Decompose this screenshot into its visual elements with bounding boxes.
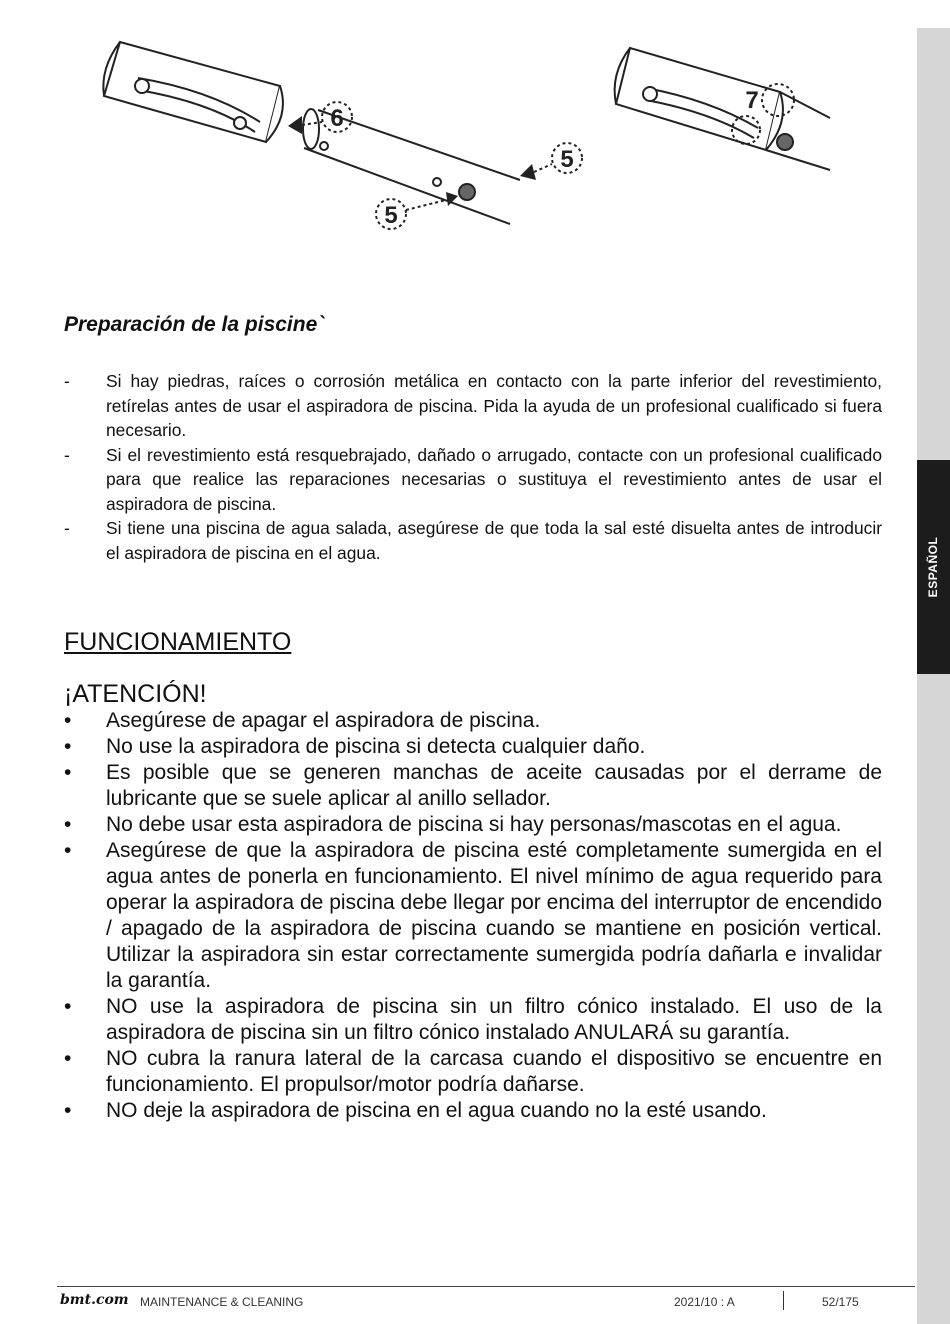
warning-title: ¡ATENCIÓN!	[64, 680, 207, 708]
list-item: • Asegúrese de apagar el aspiradora de piscina.	[64, 709, 541, 732]
footer-logo: bmt.com	[60, 1292, 129, 1308]
handle-part-left	[103, 42, 283, 142]
list-item-text: NO use la aspiradora de piscina sin un filtro cónico instalado. El uso de la aspiradora de piscina sin un filtro cónico instalado ANULARÁ su garantía.	[106, 995, 882, 1044]
callout-5-right	[520, 143, 582, 180]
svg-text:6: 6	[330, 105, 344, 132]
list-item: - Si tiene una piscina de agua salada, asegúrese de que toda la sal esté disuelta antes de introducir el aspiradora de piscina en el agua.	[64, 518, 882, 563]
list-item-text: Si el revestimiento está resquebrajado, dañado o arrugado, contacte con un profesional cualificado para que realice las reparaciones necesarias o sustituya el revestimiento antes de usar el aspiradora de piscina.	[106, 444, 882, 514]
svg-text:7: 7	[745, 87, 759, 114]
list-item: • NO cubra la ranura lateral de la carcasa cuando el dispositivo se encuentre en funcionamiento. El propulsor/motor podría dañarse.	[64, 1047, 882, 1096]
footer-version: 2021/10 : A	[674, 1295, 735, 1309]
section-title-operation: FUNCIONAMIENTO	[64, 628, 292, 656]
svg-text:5: 5	[384, 202, 398, 229]
footer-divider	[57, 1286, 915, 1287]
language-label: ESPAÑOL	[926, 536, 940, 598]
footer-section-label: MAINTENANCE & CLEANING	[140, 1295, 304, 1309]
section-title-preparation: Preparación de la piscine`	[64, 313, 325, 336]
page-number: 52/175	[822, 1295, 859, 1309]
list-item: - Si hay piedras, raíces o corrosión metálica en contacto con la parte inferior del revestimiento, retírelas antes de usar el aspiradora de piscina. Pida la ayuda de un profesional cualificado si fuera necesario.	[64, 371, 882, 440]
list-item-text: NO cubra la ranura lateral de la carcasa cuando el dispositivo se encuentre en funcionamiento. El propulsor/motor podría dañarse.	[106, 1047, 882, 1096]
list-item-text: No use la aspiradora de piscina si detecta cualquier daño.	[106, 735, 646, 758]
list-item: • No debe usar esta aspiradora de piscina si hay personas/mascotas en el agua.	[64, 813, 842, 836]
list-item-text: No debe usar esta aspiradora de piscina si hay personas/mascotas en el agua.	[106, 813, 842, 836]
list-item-text: Si hay piedras, raíces o corrosión metálica en contacto con la parte inferior del revestimiento, retírelas antes de usar el aspiradora de piscina. Pida la ayuda de un profesional cualificado si fuera necesario.	[106, 371, 882, 440]
svg-text:5: 5	[560, 146, 574, 173]
list-item-text: NO deje la aspiradora de piscina en el agua cuando no la esté usando.	[106, 1099, 767, 1122]
assembly-illustration	[90, 30, 850, 260]
list-item: • Asegúrese de que la aspiradora de piscina esté completamente sumergida en el agua antes de ponerla en funcionamiento. El nivel mínimo de agua requerido para operar la aspiradora de piscina debe llegar por encima del interruptor de encendido / apagado de la aspiradora de piscina cuando se mantiene en posición vertical. Utilizar la aspiradora sin estar correctamente sumergida podría dañarla e invalidar la garantía.	[64, 839, 882, 992]
list-item-text: Si tiene una piscina de agua salada, asegúrese de que toda la sal esté disuelta antes de introducir el aspiradora de piscina en el agua.	[106, 518, 882, 563]
list-item: • Es posible que se generen manchas de aceite causadas por el derrame de lubricante que se suele aplicar al anillo sellador.	[64, 761, 882, 810]
list-item: • NO use la aspiradora de piscina sin un filtro cónico instalado. El uso de la aspiradora de piscina sin un filtro cónico instalado ANULARÁ su garantía.	[64, 995, 882, 1044]
list-item-text: Asegúrese de que la aspiradora de piscina esté completamente sumergida en el agua antes de ponerla en funcionamiento. El nivel mínimo de agua requerido para operar la aspiradora de piscina debe llegar por encima del interruptor de encendido / apagado de la aspiradora de piscina cuando se mantiene en posición vertical. Utilizar la aspiradora sin estar correctamente sumergida podría dañarla e invalidar la garantía.	[106, 839, 882, 992]
preparation-list	[64, 369, 882, 565]
callout-6	[288, 102, 352, 134]
list-item-text: Es posible que se generen manchas de aceite causadas por el derrame de lubricante que se suele aplicar al anillo sellador.	[106, 761, 882, 810]
list-item: - Si el revestimiento está resquebrajado, dañado o arrugado, contacte con un profesional cualificado para que realice las reparaciones necesarias o sustituya el revestimiento antes de usar el aspiradora de piscina.	[64, 444, 882, 514]
footer-separator	[783, 1291, 784, 1310]
list-item-text: Asegúrese de apagar el aspiradora de piscina.	[106, 709, 541, 732]
callout-5-bottom	[376, 192, 458, 229]
warning-list	[64, 708, 882, 1124]
list-item: • NO deje la aspiradora de piscina en el agua cuando no la esté usando.	[64, 1099, 767, 1122]
list-item: • No use la aspiradora de piscina si detecta cualquier daño.	[64, 735, 646, 758]
side-bar	[917, 28, 950, 1324]
